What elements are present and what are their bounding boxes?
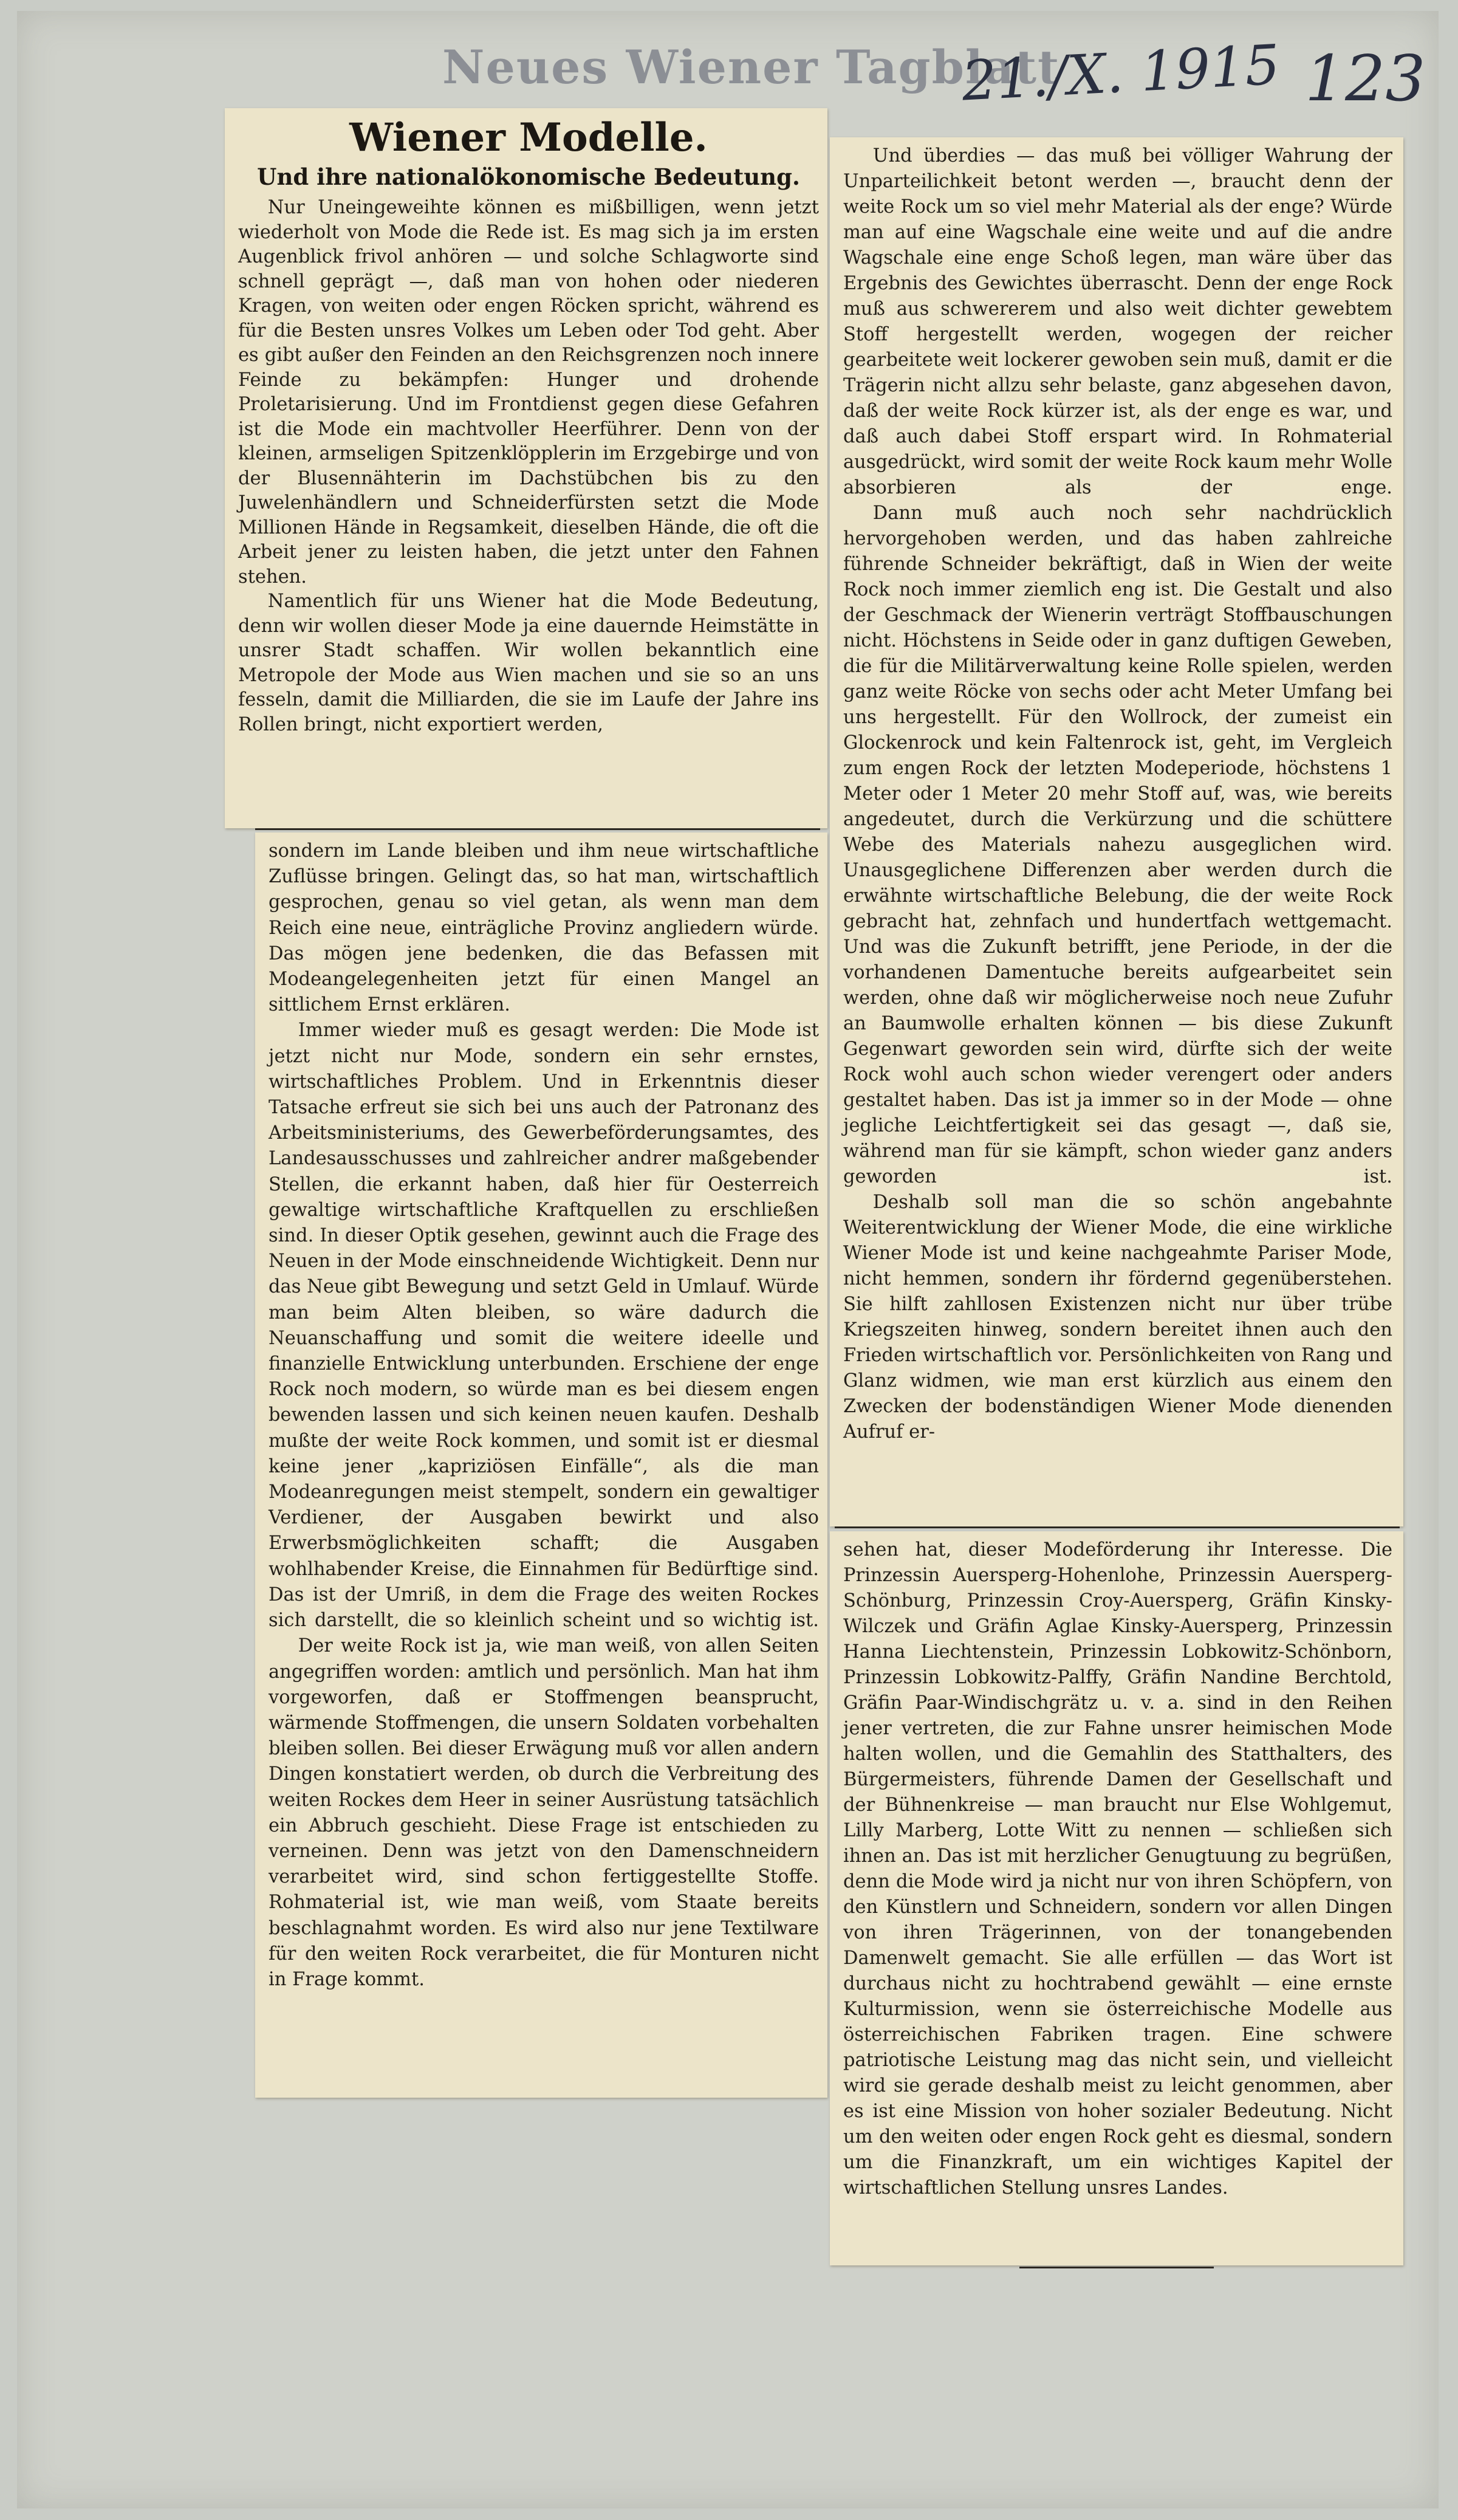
clipping-2 [255,833,827,2098]
handwritten-date: 21./X. 1915 [960,33,1282,114]
archive-sheet [17,11,1439,2508]
paragraph: sondern im Lande bleiben und ihm neue wirtschaftliche Zuflüsse bringen. Gelingt das, so hat man, wirtschaftlich gesprochen, genau so viel getan, als wenn man dem Reich eine neue, einträgliche Provinz angliedern würde. Das mögen jene bedenken, die das Befassen mit Modeangelegenheiten jetzt für einen Mangel an sittlichem Ernst erklären. [269,840,819,1016]
newspaper-masthead: Neues Wiener Tagblatt [442,40,1061,94]
paragraph: Und überdies — das muß bei völliger Wahrung der Unparteilichkeit betont werden —, braucht denn der weite Rock um so viel mehr Material als der enge? Würde man auf eine Wagschale eine weite und auf die andre Wagschale eine enge Schoß legen, man wäre über das Ergebnis des Gewichtes überrascht. Denn der enge Rock muß aus schwererem und also weit dichter gewebtem Stoff hergestellt werden, wogegen der reicher gearbeitete weit lockerer gewoben sein muß, damit er die Trägerin nicht allzu sehr belaste, ganz abgesehen davon, daß der weite Rock kürzer ist, als der enge es war, und daß auch dabei Stoff erspart wird. In Rohmaterial ausgedrückt, wird somit der weite Rock kaum mehr Wolle absorbieren als der enge. [843,145,1392,498]
paragraph: sehen hat, dieser Modeförderung ihr Interesse. Die Prinzessin Auersperg-Hohenlohe, Prinzessin Auersperg-Schönburg, Prinzessin Croy-Auersperg, Gräfin Kinsky-Wilczek und Gräfin Aglae Kinsky-Auersperg, Prinzessin Hanna Liechtenstein, Prinzessin Lobkowitz-Schönborn, Prinzessin Lobkowitz-Palffy, Gräfin Nandine Berchtold, Gräfin Paar-Windischgrätz u. v. a. sind in den Reihen jener vertreten, die zur Fahne unsrer heimischen Mode halten wollen, und die Gemahlin des Statthalters, des Bürgermeisters, führende Damen der Gesellschaft und der Bühnenkreise — man braucht nur Else Wohlgemut, Lilly Marberg, Lotte Witt zu nennen — schließen sich ihnen an. Das ist mit herzlicher Genugtuung zu begrüßen, denn die Mode wird ja nicht nur von ihren Schöpfern, von den Künstlern und Schneidern, sondern vor allen Dingen von ihren Trägerinnen, von der tonangebenden Damenwelt gemacht. Sie alle erfüllen — das Wort ist durchaus nicht zu hochtrabend gewählt — eine ernste Kulturmission, wenn sie österreichische Modelle aus österreichischen Fabriken tragen. Eine schwere patriotische Leistung mag das nicht sein, und vielleicht wird sie gerade deshalb meist zu leicht genommen, aber es ist eine Mission von hoher sozialer Bedeutung. Nicht um den weiten oder engen Rock geht es diesmal, sondern um die Finanzkraft, um ein wichtiges Kapitel der wirtschaftlichen Stellung unsres Landes. [843,1539,1392,2199]
article-title: Wiener Modelle. [349,115,708,160]
paragraph: Nur Uneingeweihte können es mißbilligen, wenn jetzt wiederholt von Mode die Rede ist. Es mag sich ja im ersten Augenblick frivol anhören — und solche Schlagworte sind schnell geprägt —, daß man von hohen oder niederen Kragen, von weiten oder engen Röcken spricht, während es für die Besten unsres Volkes um Leben oder Tod geht. Aber es gibt außer den Feinden an den Reichsgrenzen noch innere Feinde zu bekämpfen: Hunger und drohende Proletarisierung. Und im Frontdienst gegen diese Gefahren ist die Mode ein machtvoller Heerführer. Denn von der kleinen, armseligen Spitzenklöpplerin im Erzgebirge und von der Blusennähterin im Dachstübchen bis zu den Juwelenhändlern und Schneiderfürsten setzt die Mode Millionen Hände in Regsamkeit, dieselben Hände, die oft die Arbeit jener zu leisten haben, die jetzt unter den Fahnen stehen. [238,197,819,588]
folio-number: 123 [1305,41,1426,115]
article-subtitle: Und ihre nationalökonomische Bedeutung. [257,163,800,190]
clipping-4 [830,1531,1403,2265]
paragraph: Dann muß auch noch sehr nachdrücklich hervorgehoben werden, und das haben zahlreiche führende Schneider bekräftigt, daß in Wien der weite Rock noch immer ziemlich eng ist. Die Gestalt und also der Geschmack der Wienerin verträgt Stoffbauschungen nicht. Höchstens in Seide oder in ganz duftigen Geweben, die für die Militärverwaltung keine Rolle spielen, werden ganz weite Röcke von sechs oder acht Meter Umfang bei uns hergestellt. Für den Wollrock, der zumeist ein Glockenrock und kein Faltenrock ist, geht, im Vergleich zum engen Rock der letzten Modeperiode, höchstens 1 Meter oder 1 Meter 20 mehr Stoff auf, was, wie bereits angedeutet, durch die Verkürzung und die schüttere Webe des Materials nahezu ausgeglichen wird. Unausgeglichene Differenzen aber werden durch die erwähnte wirtschaftliche Belebung, die der weite Rock gebracht hat, zehnfach und hundertfach wettgemacht. Und was die Zukunft betrifft, jene Periode, in der die vorhandenen Damentuche bereits aufgearbeitet sein werden, ohne daß wir möglicherweise noch neue Zufuhr an Baumwolle erhalten können — bis diese Zukunft Gegenwart geworden sein wird, dürfte sich der weite Rock wohl auch schon wieder verengert oder anders gestaltet haben. Das ist ja immer so in der Mode — ohne jegliche Leichtfertigkeit sei das gesagt —, daß sie, während man für sie kämpft, schon wieder ganz anders geworden ist. [843,503,1392,1187]
paragraph: Deshalb soll man die so schön angebahnte Weiterentwicklung der Wiener Mode, die eine wirkliche Wiener Mode ist und keine nachgeahmte Pariser Mode, nicht hemmen, sondern ihr fördernd gegenüberstehen. Sie hilft zahllosen Existenzen nicht nur über trübe Kriegszeiten hinweg, sondern bereitet ihnen auch den Frieden wirtschaftlich vor. Persönlichkeiten von Rang und Glanz widmen, wie man erst kürzlich aus einem den Zwecken der bodenständigen Wiener Mode dienenden Aufruf er- [843,1192,1392,1443]
paragraph: Namentlich für uns Wiener hat die Mode Bedeutung, denn wir wollen dieser Mode ja eine dauernde Heimstätte in unsrer Stadt schaffen. Wir wollen bekanntlich eine Metropole der Mode aus Wien machen und sie so an uns fesseln, damit die Milliarden, die sie im Laufe der Jahre ins Rollen bringt, nicht exportiert werden, [238,591,819,735]
column-rule [255,828,820,830]
end-rule [1019,2267,1214,2268]
paragraph: Immer wieder muß es gesagt werden: Die Mode ist jetzt nicht nur Mode, sondern ein sehr ernstes, wirtschaftliches Problem. Und in Erkenntnis dieser Tatsache erfreut sie sich bei uns auch der Patronanz des Arbeitsministeriums, des Gewerbeförderungsamtes, des Landesausschusses und zahlreicher andrer maßgebender Stellen, die erkannt haben, daß hier für Oesterreich gewaltige wirtschaftliche Kraftquellen zu erschließen sind. In dieser Optik gesehen, gewinnt auch die Frage des Neuen in der Mode einschneidende Wichtigkeit. Denn nur das Neue gibt Bewegung und setzt Geld in Umlauf. Würde man beim Alten bleiben, so wäre dadurch die Neuanschaffung und somit die weitere ideelle und finanzielle Entwicklung unterbunden. Erschiene der enge Rock noch modern, so würde man es bei diesem engen bewenden lassen und sich keinen neuen kaufen. Deshalb mußte der weite Rock kommen, und somit ist er diesmal keine jener „kapriziösen Einfälle“, als die man Modeanregungen meist stempelt, sondern ein gewaltiger Verdiener, der Ausgaben bewirkt und also Erwerbsmöglichkeiten schafft; die Ausgaben wohlhabender Kreise, die Einnahmen für Bedürftige sind. Das ist der Umriß, in dem die Frage des weiten Rockes sich darstellt, die so kleinlich scheint und so wichtig ist. [269,1020,819,1632]
clipping-3 [830,137,1403,1526]
paragraph: Der weite Rock ist ja, wie man weiß, von allen Seiten angegriffen worden: amtlich und persönlich. Man hat ihm vorgeworfen, daß er Stoffmengen beansprucht, wärmende Stoffmengen, die unsern Soldaten vorbehalten bleiben sollen. Bei dieser Erwägung muß vor allen andern Dingen konstatiert werden, ob durch die Verbreitung des weiten Rockes dem Heer in seiner Ausrüstung tatsächlich ein Abbruch geschieht. Diese Frage ist entschieden zu verneinen. Denn was jetzt von den Damenschneidern verarbeitet wird, sind schon fertiggestellte Stoffe. Rohmaterial ist, wie man weiß, vom Staate bereits beschlagnahmt worden. Es wird also nur jene Textilware für den weiten Rock verarbeitet, die für Monturen nicht in Frage kommt. [269,1635,819,1990]
column-rule [835,1526,1400,1528]
clipping-1 [225,108,827,828]
